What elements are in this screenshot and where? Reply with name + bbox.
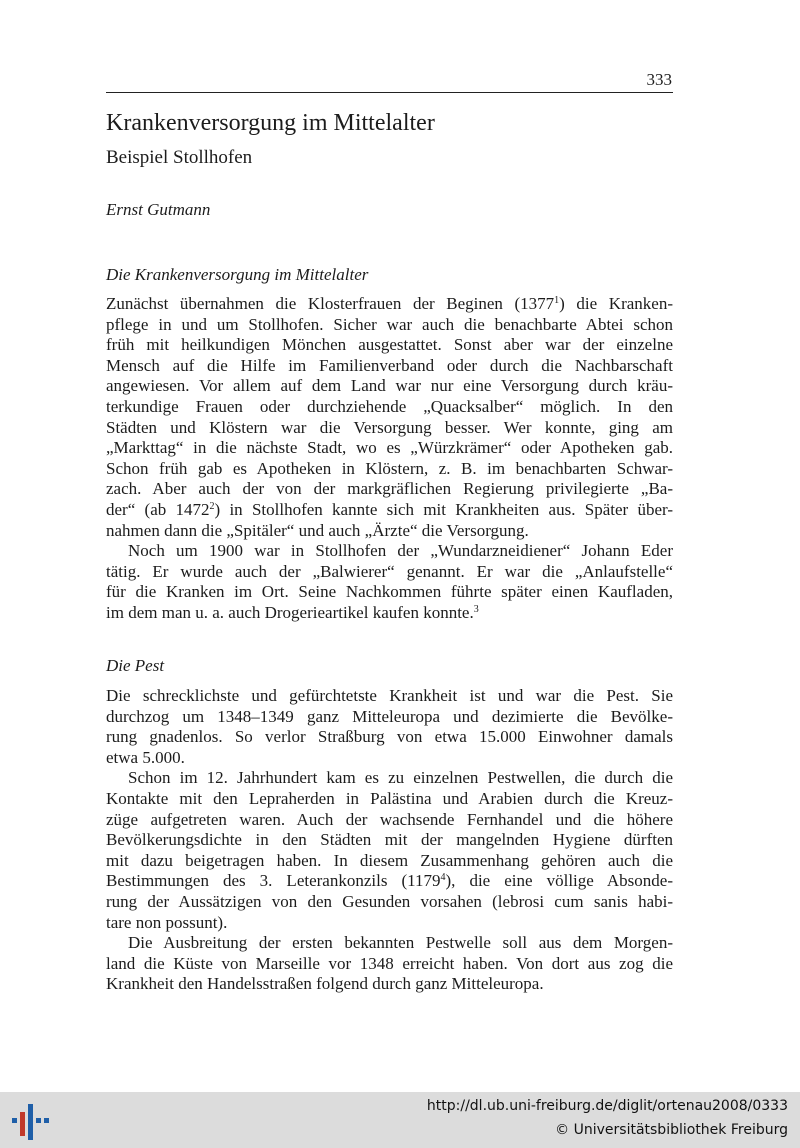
text-run: Mensch auf die Hilfe im Familienverband oder durch die Nachbarschaft (106, 355, 673, 375)
footer-bar (0, 1092, 800, 1148)
text-run: züge aufgetreten waren. Auch der wachsende Fernhandel und die höhere (106, 809, 673, 829)
text-line (106, 315, 673, 336)
footnote-ref: 1 (554, 295, 560, 306)
text-run: rung der Aussätzigen von den Gesunden vorsahen (lebrosi cum sanis habi- (106, 891, 673, 911)
text-run: ) die Kranken- (559, 294, 673, 313)
text-line (106, 418, 673, 439)
text-line (106, 562, 673, 583)
text-run: pflege in und um Stollhofen. Sicher war auch die benachbarte Abtei schon (106, 314, 673, 334)
text-run: Bevölkerungsdichte in den Städten mit der mangelnden Hygiene dürften (106, 830, 673, 850)
text-run: mit dazu beigetragen haben. In diesem Zusammenhang gehören auch die (106, 850, 673, 870)
text-run: Noch um 1900 war in Stollhofen der „Wundarzneidiener“ Johann Eder (128, 541, 673, 561)
text-line (106, 686, 673, 707)
text-run: Krankheit den Handelsstraßen folgend durch ganz Mitteleuropa. (106, 974, 544, 994)
text-line (106, 376, 673, 397)
author-name: Ernst Gutmann (106, 200, 211, 219)
text-line (106, 768, 673, 789)
footer-url[interactable]: http://dl.ub.uni-freiburg.de/diglit/ortenau2008/0333 (426, 1098, 788, 1114)
footer-copyright: © Universitätsbibliothek Freiburg (555, 1122, 788, 1138)
text-run: früh mit heilkundigen Mönchen ausgestattet. Sonst aber war der einzelne (106, 335, 673, 355)
page-number: 333 (646, 70, 672, 89)
text-run: nahmen dann die „Spitäler“ und auch „Ärzte“ die Versorgung. (106, 520, 529, 540)
text-line (106, 789, 673, 810)
text-line (106, 830, 673, 851)
text-run: Bestimmungen des 3. Leterankonzils (1179 (106, 871, 441, 891)
text-run: im dem man u. a. auch Drogerieartikel kaufen konnte. (106, 602, 474, 622)
text-line (106, 913, 673, 934)
article-subtitle: Beispiel Stollhofen (106, 147, 253, 168)
section-heading-pest: Die Pest (106, 656, 165, 675)
text-line (106, 500, 673, 521)
text-run: Kontakte mit den Lepraherden in Palästina und Arabien durch die Kreuz- (106, 788, 673, 808)
text-run: Die schrecklichste und gefürchtetste Krankheit ist und war die Pest. Sie (106, 686, 673, 705)
text-line (106, 335, 673, 356)
text-line (106, 871, 673, 892)
text-line (106, 851, 673, 872)
text-run: Schon im 12. Jahrhundert kam es zu einzelnen Pestwellen, die durch die (128, 768, 673, 788)
text-line (106, 954, 673, 975)
text-line (106, 727, 673, 748)
text-run: ) in Stollhofen kannte sich mit Krankheiten aus. Später über- (214, 499, 673, 519)
text-line (106, 438, 673, 459)
text-line (106, 582, 673, 603)
section-body-krankenversorgung (106, 294, 673, 624)
text-line (106, 748, 673, 769)
text-line (106, 707, 673, 728)
text-run: tare non possunt). (106, 912, 228, 932)
text-line (106, 974, 673, 995)
text-run: rung gnadenlos. So verlor Straßburg von etwa 15.000 Einwohner damals (106, 727, 673, 747)
text-line (106, 356, 673, 377)
text-run: durchzog um 1348–1349 ganz Mitteleuropa und dezimierte die Bevölke- (106, 706, 673, 726)
text-run: zach. Aber auch der von der markgräflichen Regierung privilegierte „Ba- (106, 479, 673, 499)
text-run: etwa 5.000. (106, 747, 185, 767)
text-run: terkundige Frauen oder durchziehende „Quacksalber“ möglich. In den (106, 396, 673, 416)
section-heading-krankenversorgung: Die Krankenversorgung im Mittelalter (106, 265, 369, 284)
text-line (106, 459, 673, 480)
text-run: Die Ausbreitung der ersten bekannten Pestwelle soll aus dem Morgen- (128, 933, 673, 953)
text-line (106, 294, 673, 315)
text-run: für die Kranken im Ort. Seine Nachkommen führte später einen Kaufladen, (106, 582, 673, 602)
text-run: Schon früh gab es Apotheken in Klöstern, z. B. im benachbarten Schwar- (106, 458, 673, 478)
text-run: der“ (ab 1472 (106, 499, 210, 519)
header-rule (106, 92, 673, 93)
text-line (106, 479, 673, 500)
text-run: Städten und Klöstern war die Versorgung besser. Wer konnte, ging am (106, 417, 673, 437)
text-line (106, 397, 673, 418)
text-run: land die Küste von Marseille vor 1348 erreicht haben. Von dort aus zog die (106, 953, 673, 973)
text-line (106, 541, 673, 562)
footnote-ref: 3 (473, 603, 479, 615)
footnote-ref: 4 (440, 872, 446, 884)
text-run: tätig. Er wurde auch der „Balwierer“ genannt. Er war die „Anlaufstelle“ (106, 561, 673, 581)
text-line (106, 603, 673, 624)
ub-freiburg-logo-icon (8, 1098, 52, 1142)
text-run: Zunächst übernahmen die Klosterfrauen der Beginen (1377 (106, 294, 555, 313)
text-line (106, 933, 673, 954)
text-line (106, 521, 673, 542)
text-run: angewiesen. Vor allem auf dem Land war nur eine Versorgung durch kräu- (106, 376, 673, 396)
text-run: ), die eine völlige Absonde- (445, 871, 673, 891)
article-title: Krankenversorgung im Mittelalter (106, 110, 435, 136)
text-line (106, 892, 673, 913)
section-body-pest (106, 686, 673, 995)
text-run: „Markttag“ in die nächste Stadt, wo es „Würzkrämer“ oder Apotheken gab. (106, 438, 673, 458)
footnote-ref: 2 (209, 500, 215, 512)
text-line (106, 810, 673, 831)
